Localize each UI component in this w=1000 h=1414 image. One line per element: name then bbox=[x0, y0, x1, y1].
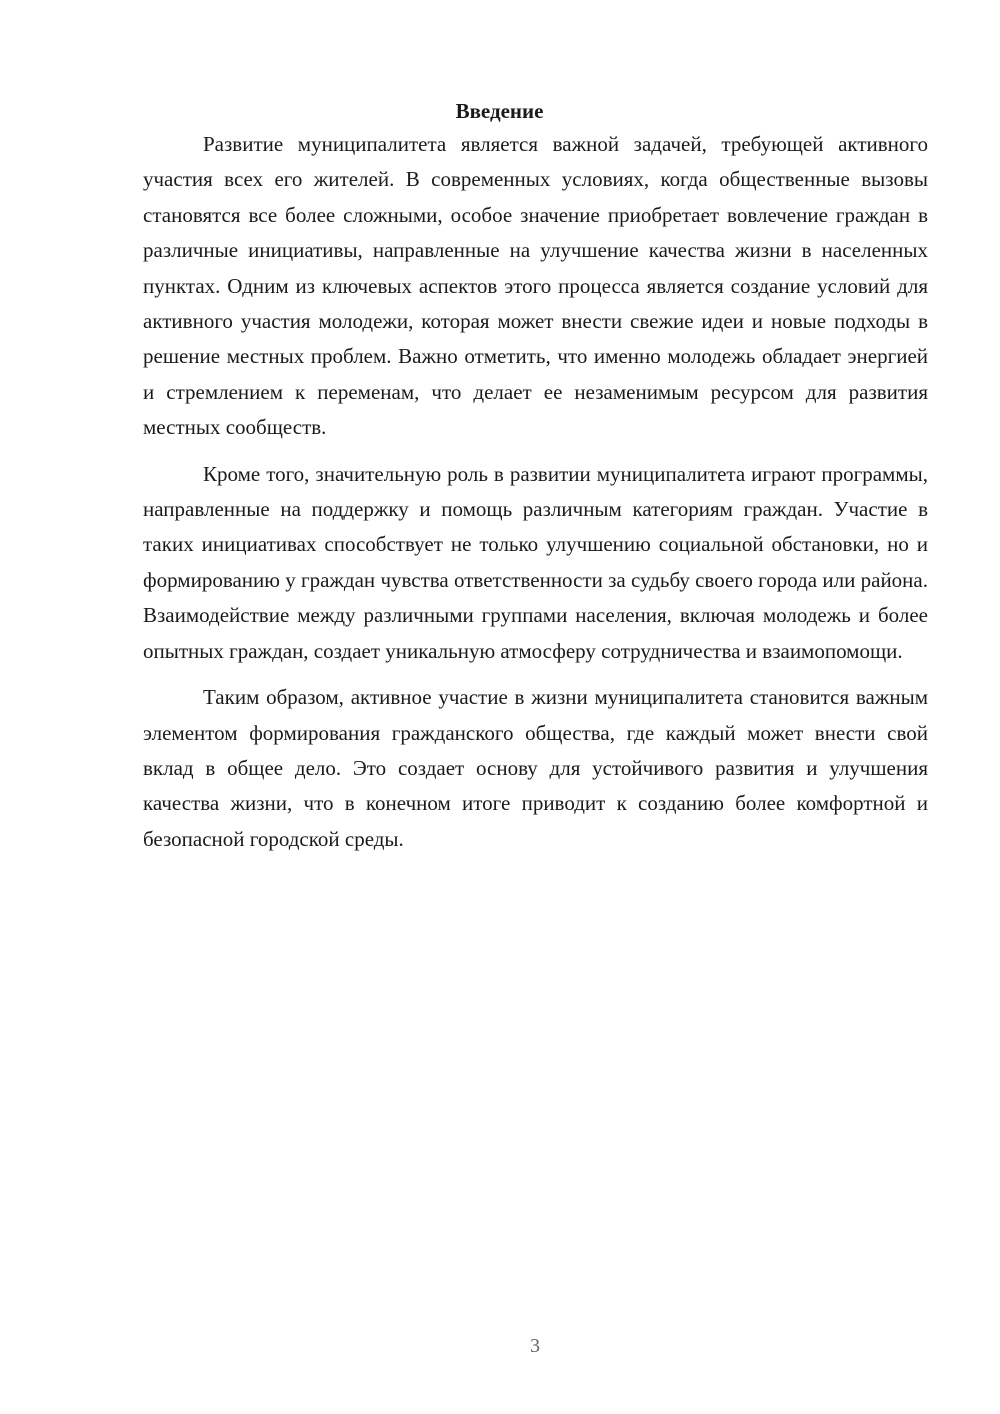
section-title: Введение bbox=[455, 99, 544, 123]
paragraph-2: Кроме того, значительную роль в развитии муниципалитета играют программы, направленные на поддержку и помощь различным категориям граждан. Участие в таких инициативах способствует не только улучшению социальной обстановки, но и формированию у граждан чувства ответственности за судьбу своего города или района. Взаимодействие между различными группами населения, включая молодежь и более опытных граждан, создает уникальную атмосферу сотрудничества и взаимопомощи. bbox=[143, 461, 928, 663]
page-content bbox=[143, 95, 928, 857]
page-number: 3 bbox=[530, 1335, 540, 1357]
paragraph-3: Таким образом, активное участие в жизни муниципалитета становится важным элементом формирования гражданского общества, где каждый может внести свой вклад в общее дело. Это создает основу для устойчивого развития и улучшения качества жизни, что в конечном итоге приводит к созданию более комфортной и безопасной городской среды. bbox=[143, 685, 928, 851]
paragraph-1: Развитие муниципалитета является важной задачей, требующей активного участия всех его жителей. В современных условиях, когда общественные вызовы становятся все более сложными, особое значение приобретает вовлечение граждан в различные инициативы, направленные на улучшение качества жизни в населенных пунктах. Одним из ключевых аспектов этого процесса является создание условий для активного участия молодежи, которая может внести свежие идеи и новые подходы в решение местных проблем. Важно отметить, что именно молодежь обладает энергией и стремлением к переменам, что делает ее незаменимым ресурсом для развития местных сообществ. bbox=[143, 132, 928, 440]
